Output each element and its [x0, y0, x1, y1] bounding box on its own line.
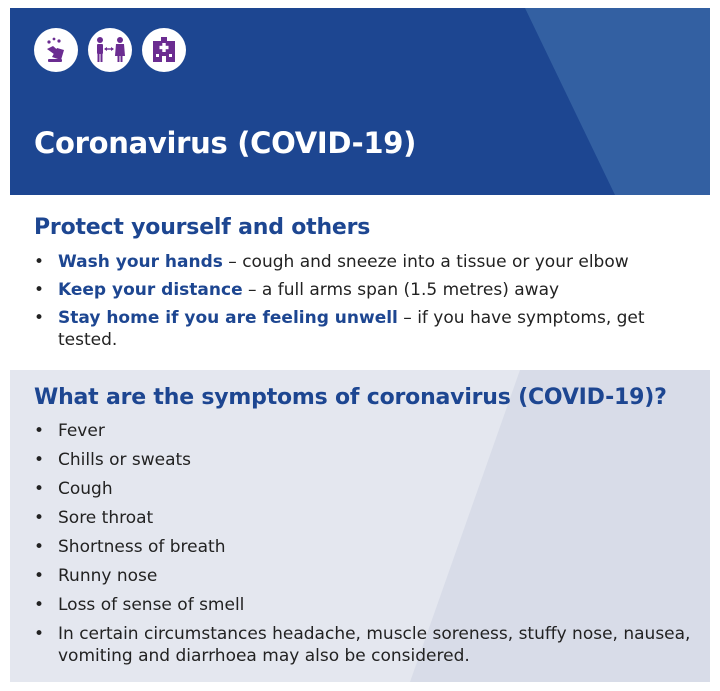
list-item	[32, 251, 692, 273]
physical-distance-icon	[88, 28, 132, 72]
bullet-icon: •	[34, 508, 45, 528]
hospital-icon	[142, 28, 186, 72]
item-text: Sore throat	[58, 508, 154, 528]
item-text: Fever	[58, 421, 105, 441]
list-item	[32, 507, 692, 529]
item-lead: Wash your hands	[58, 252, 223, 272]
bullet-icon: •	[34, 308, 45, 328]
bullet-icon: •	[34, 252, 45, 272]
item-text: In certain circumstances headache, muscle soreness, stuffy nose, nausea, vomiting and diarrhoea may also be considered.	[58, 624, 691, 666]
item-text: Runny nose	[58, 566, 158, 586]
list-item	[32, 307, 692, 351]
item-lead: Keep your distance	[58, 280, 243, 300]
list-item	[32, 279, 692, 301]
header-banner	[10, 8, 710, 195]
item-text: – cough and sneeze into a tissue or your elbow	[222, 252, 629, 272]
item-text: Shortness of breath	[58, 537, 226, 557]
bullet-icon: •	[34, 566, 45, 586]
bullet-icon: •	[34, 479, 45, 499]
list-item	[32, 420, 692, 442]
bullet-icon: •	[34, 280, 45, 300]
protect-list	[32, 251, 692, 357]
item-text: Loss of sense of smell	[58, 595, 245, 615]
list-item	[32, 536, 692, 558]
protect-section	[10, 195, 710, 365]
item-text: Cough	[58, 479, 113, 499]
item-lead: Stay home if you are feeling unwell	[58, 308, 398, 328]
list-item	[32, 565, 692, 587]
bullet-icon: •	[34, 595, 45, 615]
list-item	[32, 623, 692, 667]
list-item	[32, 594, 692, 616]
bullet-icon: •	[34, 450, 45, 470]
item-text: – if you have symptoms, get tested.	[58, 308, 645, 350]
bullet-icon: •	[34, 537, 45, 557]
bullet-icon: •	[34, 421, 45, 441]
bullet-icon: •	[34, 624, 45, 644]
header-icons	[34, 28, 186, 72]
page-title: Coronavirus (COVID-19)	[34, 126, 417, 160]
item-text: Chills or sweats	[58, 450, 192, 470]
symptoms-heading: What are the symptoms of coronavirus (COVID-19)?	[34, 385, 667, 410]
protect-heading: Protect yourself and others	[34, 215, 371, 240]
hand-washing-icon	[34, 28, 78, 72]
symptoms-section	[10, 370, 710, 682]
symptoms-list	[32, 420, 692, 674]
list-item	[32, 478, 692, 500]
list-item	[32, 449, 692, 471]
item-text: – a full arms span (1.5 metres) away	[242, 280, 560, 300]
